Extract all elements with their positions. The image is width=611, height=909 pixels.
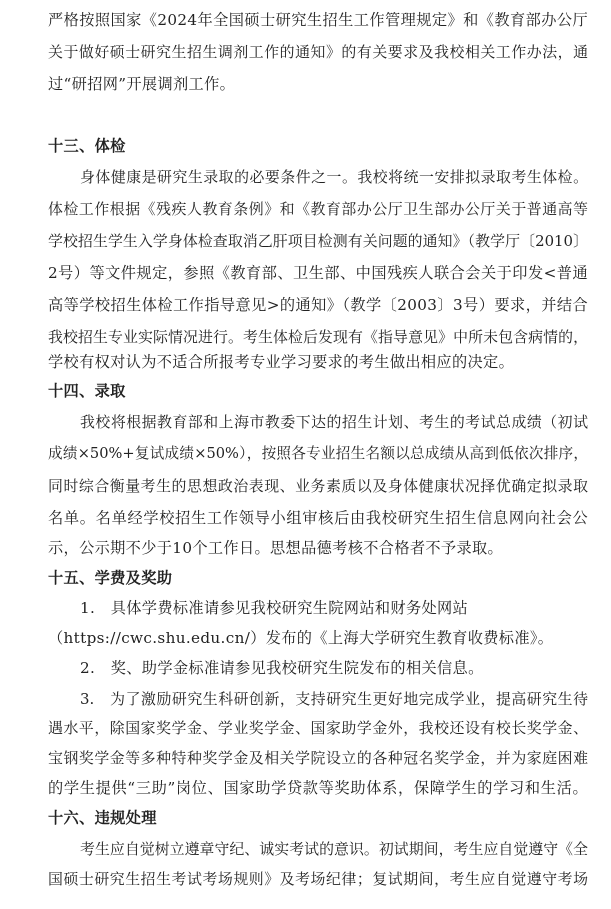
text-line: 学校招生学生入学身体检查取消乙肝项目检测有关问题的通知》（教学厅〔2010〕 [48, 232, 588, 250]
text-line: 我校将根据教育部和上海市教委下达的招生计划、考生的考试总成绩（初试 [80, 413, 588, 431]
text-line: 同时综合衡量考生的思想政治表现、业务素质以及身体健康状况择优确定拟录取 [48, 477, 588, 495]
text-line: 严格按照国家《2024年全国硕士研究生招生工作管理规定》和《教育部办公厅 [48, 11, 588, 29]
section-heading: 十四、录取 [48, 382, 126, 400]
text-line: 国硕士研究生招生考试考场规则》及考场纪律；复试期间，考生应自觉遵守考场 [48, 870, 588, 888]
list-item: 3. 为了激励研究生科研创新，支持研究生更好地完成学业，提高研究生待 [80, 690, 588, 708]
text-line: 名单。名单经学校招生工作领导小组审核后由我校研究生招生信息网向社会公 [48, 509, 588, 527]
text-line: 考生应自觉树立遵章守纪、诚实考试的意识。初试期间，考生应自觉遵守《全 [80, 840, 588, 858]
text-line: 成绩×50%+复试成绩×50%），按照各专业招生名额以总成绩从高到低依次排序， [48, 445, 588, 462]
section-heading: 十六、违规处理 [48, 809, 157, 827]
text-line: 过“研招网”开展调剂工作。 [48, 75, 236, 93]
text-line: 体检工作根据《残疾人教育条例》和《教育部办公厅卫生部办公厅关于普通高等 [48, 200, 588, 218]
text-line: 学校有权对认为不适合所报考专业学习要求的考生做出相应的决定。 [48, 353, 515, 371]
section-heading: 十五、学费及奖助 [48, 569, 173, 587]
text-line: 遇水平，除国家奖学金、学业奖学金、国家助学金外，我校还设有校长奖学金、 [48, 719, 588, 737]
text-line: 高等学校招生体检工作指导意见>的通知》（教学〔2003〕3号）要求，并结合 [48, 296, 588, 314]
list-item: 2. 奖、助学金标准请参见我校研究生院发布的相关信息。 [80, 659, 484, 677]
text-line: （https://cwc.shu.edu.cn/）发布的《上海大学研究生教育收费标准》。 [48, 629, 554, 647]
text-line: 2号）等文件规定，参照《教育部、卫生部、中国残疾人联合会关于印发<普通 [48, 264, 588, 282]
text-line: 宝钢奖学金等多种特种奖学金及相关学院设立的各种冠名奖学金，并为家庭困难 [48, 749, 588, 767]
section-heading: 十三、体检 [48, 137, 126, 155]
text-line: 身体健康是研究生录取的必要条件之一。我校将统一安排拟录取考生体检。 [80, 168, 588, 186]
text-line: 我校招生专业实际情况进行。考生体检后发现有《指导意见》中所未包含病情的， [48, 328, 588, 346]
text-line: 示，公示期不少于10个工作日。思想品德考核不合格者不予录取。 [48, 539, 504, 557]
list-item: 1. 具体学费标准请参见我校研究生院网站和财务处网站 [80, 599, 469, 617]
text-line: 关于做好硕士研究生招生调剂工作的通知》的有关要求及我校相关工作办法，通 [48, 43, 588, 61]
text-line: 的学生提供“三助”岗位、国家助学贷款等奖助体系，保障学生的学习和生活。 [48, 779, 588, 797]
